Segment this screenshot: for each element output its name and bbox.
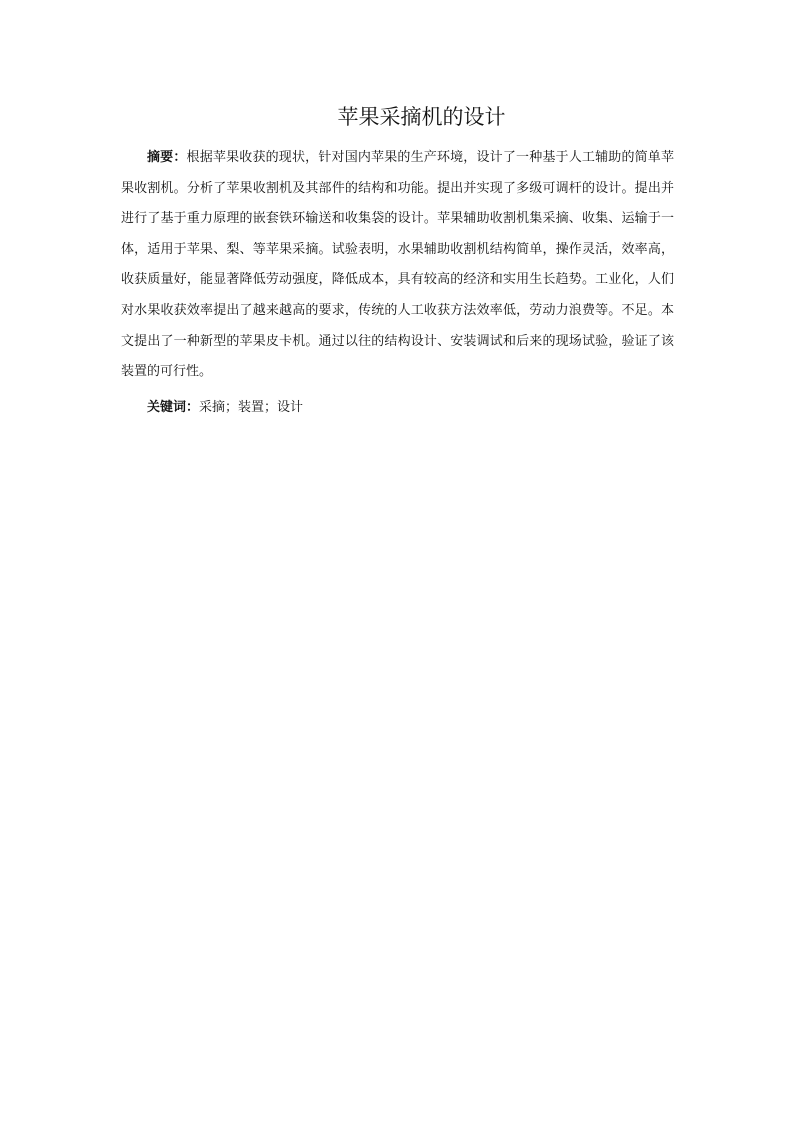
document-title: 苹果采摘机的设计 <box>337 105 506 129</box>
keywords-text: 采摘；装置；设计 <box>199 400 304 415</box>
abstract-paragraph <box>121 143 674 388</box>
abstract-text: 根据苹果收获的现状，针对国内苹果的生产环境，设计了一种基于人工辅助的简单苹果收割机。分析了苹果收割机及其部件的结构和功能。提出并实现了多级可调杆的设计。提出并进行了基于重力原理的嵌套铁环输送和收集袋的设计。苹果辅助收割机集采摘、收集、运输于一体，适用于苹果、梨、等苹果采摘。试验表明，水果辅助收割机结构简单，操作灵活，效率高，收获质量好，能显著降低劳动强度，降低成本，具有较高的经济和实用生长趋势。工业化，人们对水果收获效率提出了越来越高的要求，传统的人工收获方法效率低，劳动力浪费等。不足。本文提出了一种新型的苹果皮卡机。通过以往的结构设计、安装调试和后来的现场试验，验证了该装置的可行性。 <box>121 150 674 380</box>
keywords-label: 关键词： <box>147 400 200 415</box>
abstract-label: 摘要： <box>147 150 187 165</box>
keywords-line <box>147 393 674 423</box>
